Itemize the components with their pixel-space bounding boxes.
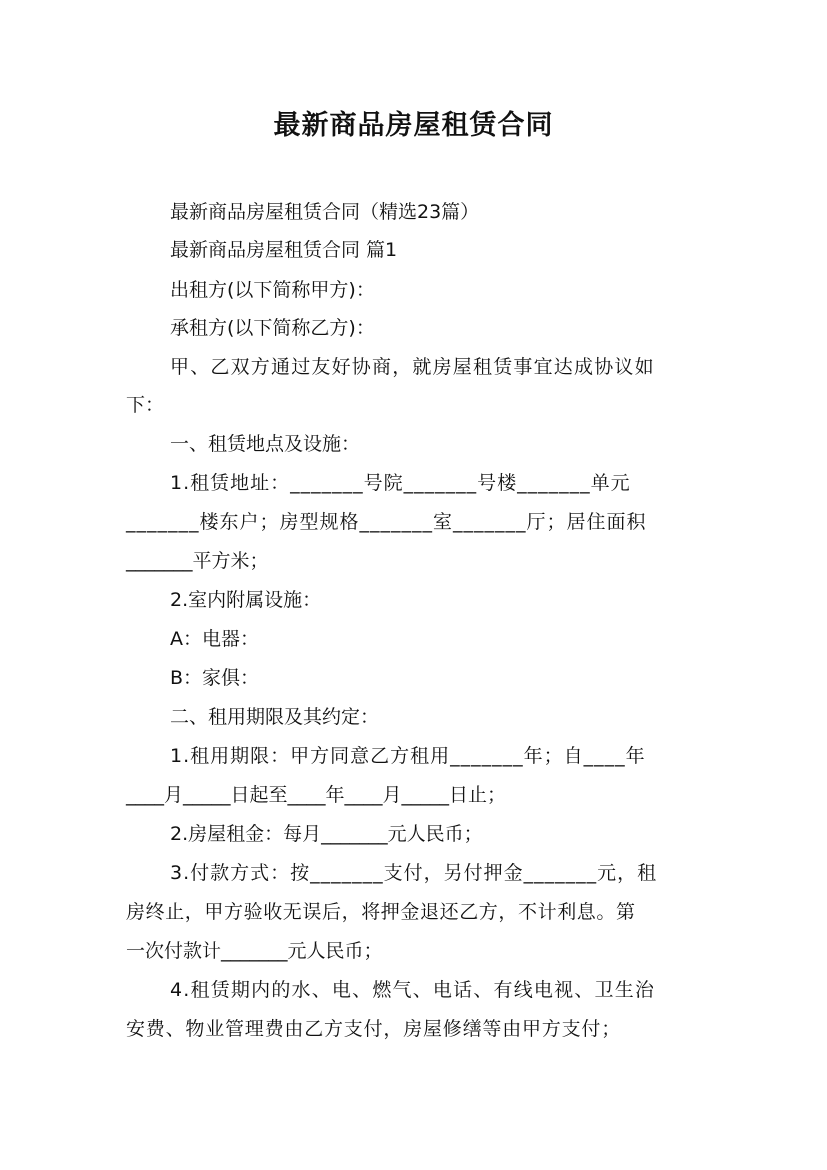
clause-line: A：电器： [170,628,259,650]
clause-line: 2.房屋租金：每月_______元人民币； [170,823,483,845]
clause-line: _______平方米； [126,550,269,572]
lessee-line: 承租方(以下简称乙方)： [170,317,375,339]
clause-line: _______楼东户；房型规格_______室_______厅；居住面积 [126,511,647,533]
document-title: 最新商品房屋租赁合同 [273,110,554,141]
clause-heading-line: 一、租赁地点及设施： [170,433,361,455]
lessor-line: 出租方(以下简称甲方)： [170,279,375,301]
clause-line: ____月_____日起至____年____月_____日止； [126,784,507,806]
clause-line: 1.租赁地址：_______号院_______号楼_______单元 [170,472,631,494]
clause-heading-line: 二、租用期限及其约定： [170,706,380,728]
clause-line: 3.付款方式：按_______支付，另付押金_______元，租 [170,862,658,884]
section-heading-line: 最新商品房屋租赁合同 篇1 [170,239,398,261]
clause-line: 4.租赁期内的水、电、燃气、电话、有线电视、卫生治 [170,979,656,1001]
paragraph-line: 下： [126,394,165,416]
clause-line: 2.室内附属设施： [170,589,322,611]
subtitle-line: 最新商品房屋租赁合同（精选23篇） [170,201,480,223]
clause-line: 房终止，甲方验收无误后，将押金退还乙方，不计利息。第 [126,901,636,923]
paragraph-line: 甲、乙双方通过友好协商，就房屋租赁事宜达成协议如 [170,356,655,378]
clause-line: 一次付款计_______元人民币； [126,940,383,962]
clause-line: B：家俱： [170,667,260,689]
clause-line: 1.租用期限：甲方同意乙方租用_______年；自____年 [170,745,646,767]
clause-line: 安费、物业管理费由乙方支付，房屋修缮等由甲方支付； [126,1018,622,1040]
